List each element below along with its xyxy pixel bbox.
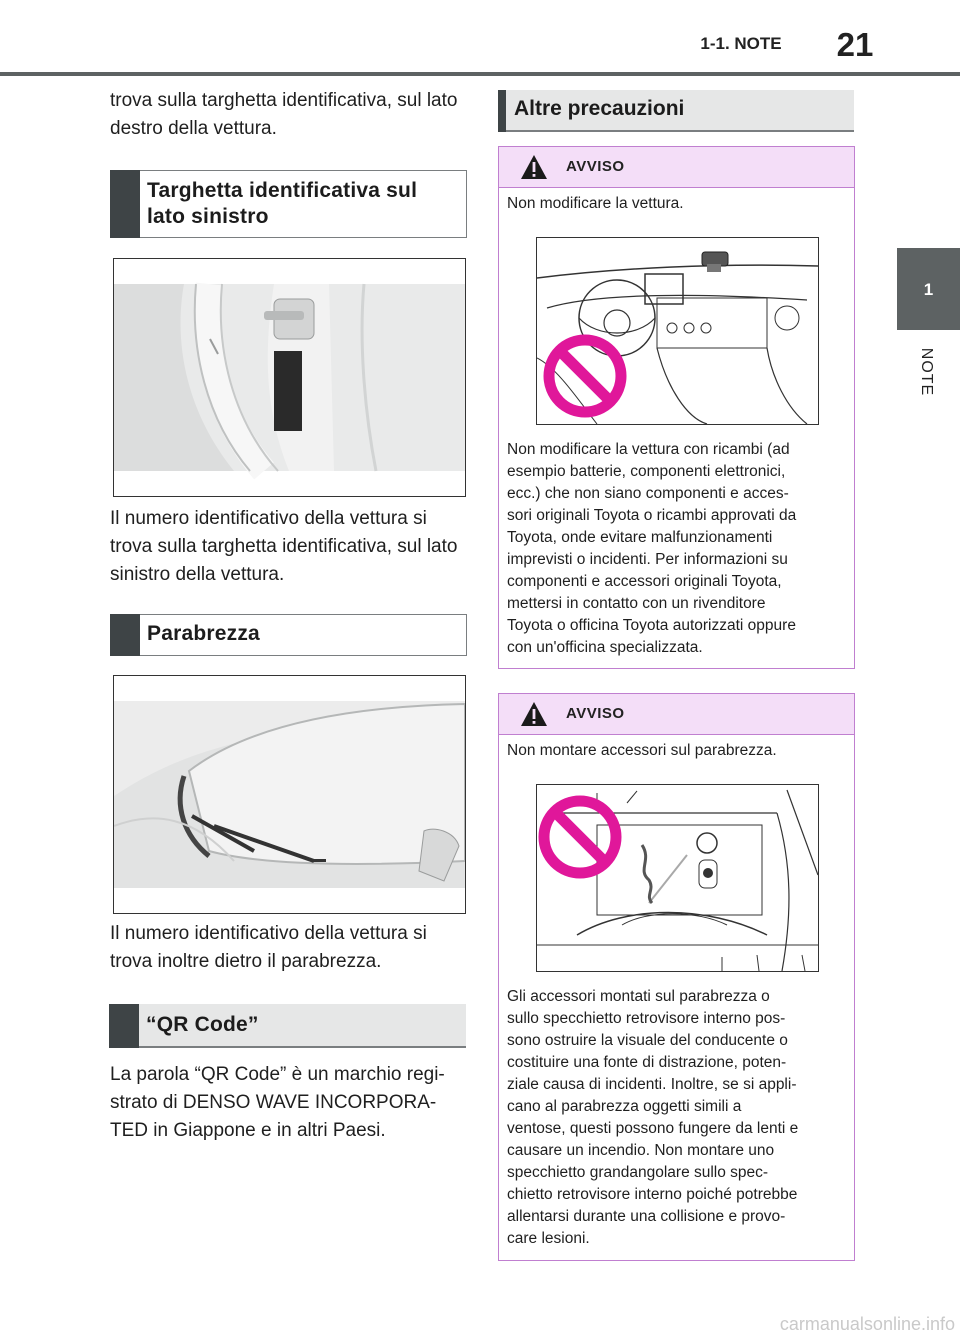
warning-box-windshield-accessories (498, 693, 855, 1261)
warning-title: AVVISO (566, 158, 625, 175)
windshield-accessory-illustration (536, 784, 819, 972)
warning-line: esempio batterie, componenti elettronici, (507, 463, 786, 480)
door-pillar-drawing (114, 259, 465, 496)
heading-text: “QR Code” (146, 1013, 259, 1036)
warning-intro: Non montare accessori sul parabrezza. (507, 742, 777, 759)
warning-line: causare un incendio. Non montare uno (507, 1142, 775, 1159)
warning-line: sullo specchietto retrovisore interno pos- (507, 1010, 786, 1027)
page-number: 21 (836, 26, 874, 63)
dashboard-drawing (537, 238, 818, 424)
intro-paragraph: trova sulla targhetta identificativa, sul lato destro della vettura. (110, 90, 458, 139)
warning-intro: Non modificare la vettura. (507, 195, 684, 212)
warning-body (507, 439, 844, 659)
chapter-tab-label: NOTE (918, 347, 935, 397)
section-heading-left-plate (110, 170, 467, 238)
warning-line: ecc.) che non siano componenti e acces- (507, 485, 789, 502)
windshield-drawing (114, 676, 465, 913)
section2-paragraph: Il numero identificativo della vettura si trova inoltre dietro il parabrezza. (110, 923, 427, 972)
watermark: carmanualsonline.info (779, 1314, 955, 1334)
warning-line: cano al parabrezza oggetti simili a (507, 1098, 742, 1115)
section-heading-other-precautions (498, 90, 854, 132)
paragraph-line: TED in Giappone e in altri Paesi. (110, 1120, 386, 1141)
warning-line: imprevisti o incidenti. Per informazioni su (507, 551, 788, 568)
warning-header (499, 147, 854, 188)
warning-line: con un'officina specializzata. (507, 639, 703, 656)
windshield-accessory-drawing (537, 785, 818, 971)
heading-bar (498, 90, 506, 132)
warning-line: costituire una fonte di distrazione, poten- (507, 1054, 787, 1071)
heading-text: Altre precauzioni (514, 97, 685, 120)
heading-bar (109, 1004, 139, 1048)
warning-triangle-icon (519, 700, 549, 728)
warning-line: Toyota o officina Toyota autorizzati oppure (507, 617, 796, 634)
heading-bar (110, 170, 140, 238)
warning-line: mettersi in contatto con un rivenditore (507, 595, 766, 612)
warning-line: ventose, questi possono fungere da lenti e (507, 1120, 799, 1137)
section-heading-windshield (110, 614, 467, 656)
section3-paragraph (110, 1061, 470, 1145)
door-pillar-illustration (113, 258, 466, 497)
warning-triangle-icon (519, 153, 549, 181)
dashboard-illustration (536, 237, 819, 425)
heading-text: Parabrezza (147, 622, 260, 645)
windshield-illustration (113, 675, 466, 914)
chapter-tab-number: 1 (923, 280, 934, 299)
paragraph-line: strato di DENSO WAVE INCORPORA- (110, 1092, 437, 1113)
warning-line: specchietto grandangolare sullo spec- (507, 1164, 769, 1181)
section1-paragraph: Il numero identificativo della vettura si trova sulla targhetta identificativa, sul lato sinistro della vettura. (110, 508, 458, 585)
running-header-section: 1-1. NOTE (700, 34, 782, 53)
warning-line: allentarsi durante una collisione e provo- (507, 1208, 786, 1225)
warning-line: componenti e accessori originali Toyota, (507, 573, 782, 590)
warning-box-modify (498, 146, 855, 669)
heading-line-1: Targhetta identificativa sul (147, 179, 418, 202)
warning-line: sono ostruire la visuale del conducente o (507, 1032, 788, 1049)
warning-line: ziale causa di incidenti. Inoltre, se si appli- (507, 1076, 797, 1093)
warning-line: Toyota, onde evitare malfunzionamenti (507, 529, 773, 546)
heading-bar (110, 614, 140, 656)
paragraph-line: La parola “QR Code” è un marchio regi- (110, 1064, 445, 1085)
warning-line: Non modificare la vettura con ricambi (ad (507, 441, 790, 458)
warning-line: care lesioni. (507, 1230, 590, 1247)
warning-line: chietto retrovisore interno poiché potrebbe (507, 1186, 798, 1203)
warning-title: AVVISO (566, 705, 625, 722)
heading-line-2: lato sinistro (147, 205, 269, 228)
warning-line: sori originali Toyota o ricambi approvati da (507, 507, 797, 524)
section-heading-qr (110, 1004, 466, 1048)
header-rule (0, 72, 960, 76)
warning-body (507, 986, 844, 1250)
warning-line: Gli accessori montati sul parabrezza o (507, 988, 770, 1005)
warning-header (499, 694, 854, 735)
